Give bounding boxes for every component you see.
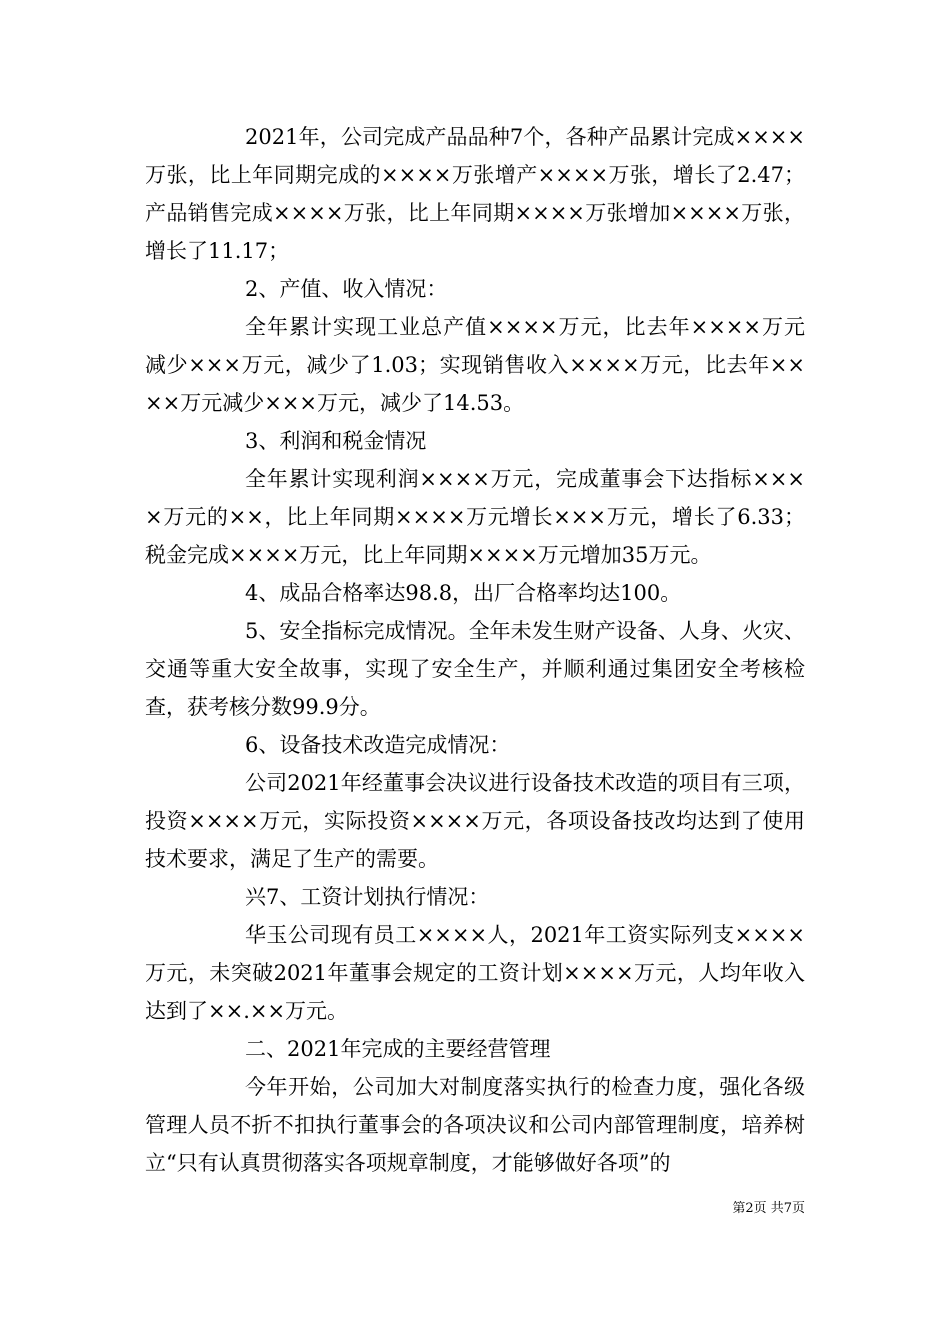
paragraph-safety: 5、安全指标完成情况。全年未发生财产设备、人身、火灾、交通等重大安全故事，实现了安全生产，并顺利通过集团安全考核检查，获考核分数99.9分。 <box>145 619 805 719</box>
heading-equipment-upgrade: 6、设备技术改造完成情况： <box>245 733 511 757</box>
heading-output-revenue: 2、产值、收入情况： <box>245 277 448 301</box>
paragraph-output-revenue: 全年累计实现工业总产值××××万元，比去年××××万元减少×××万元，减少了1.03；实现销售收入××××万元，比去年××××万元减少×××万元，减少了14.53。 <box>145 315 805 415</box>
heading-profit-tax: 3、利润和税金情况 <box>245 429 427 453</box>
page-number: 第2页 共7页 <box>732 1201 805 1216</box>
paragraph-wage-plan: 华玉公司现有员工××××人，2021年工资实际列支××××万元，未突破2021年董事会规定的工资计划××××万元，人均年收入达到了××.××万元。 <box>145 923 805 1023</box>
paragraph-qualification-rate: 4、成品合格率达98.8，出厂合格率均达100。 <box>245 581 682 605</box>
heading-wage-plan: 兴7、工资计划执行情况： <box>245 885 490 909</box>
paragraph-management: 今年开始，公司加大对制度落实执行的检查力度，强化各级管理人员不折不扣执行董事会的各项决议和公司内部管理制度，培养树立“只有认真贯彻落实各项规章制度，才能够做好各项”的 <box>145 1075 805 1175</box>
paragraph-profit-tax: 全年累计实现利润××××万元，完成董事会下达指标××××万元的××，比上年同期××××万元增长×××万元，增长了6.33；税金完成××××万元，比上年同期××××万元增加35万元。 <box>145 467 805 567</box>
document-body <box>145 118 805 1182</box>
paragraph-production-volume: 2021年，公司完成产品品种7个，各种产品累计完成××××万张，比上年同期完成的××××万张增产××××万张，增长了2.47；产品销售完成××××万张，比上年同期××××万张增加××××万张，增长了11.17； <box>145 125 805 263</box>
heading-management: 二、2021年完成的主要经营管理 <box>245 1037 551 1061</box>
paragraph-equipment-upgrade: 公司2021年经董事会决议进行设备技术改造的项目有三项，投资××××万元，实际投资××××万元，各项设备技改均达到了使用技术要求，满足了生产的需要。 <box>145 771 805 871</box>
